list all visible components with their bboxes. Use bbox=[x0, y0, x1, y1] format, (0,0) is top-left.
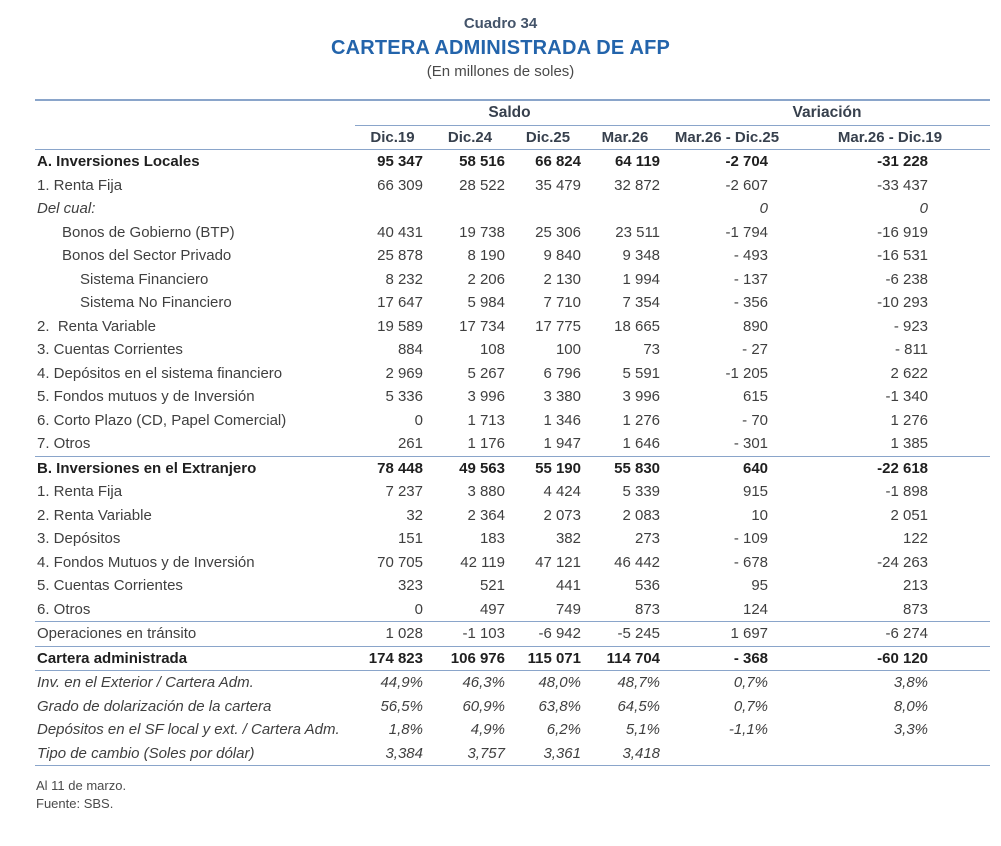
cell-value: 35 479 bbox=[535, 176, 581, 194]
cell-value: 3 880 bbox=[467, 483, 505, 501]
cell-value: 0 bbox=[759, 200, 769, 218]
table-row bbox=[35, 527, 990, 551]
cell-value: - 27 bbox=[742, 341, 769, 359]
column-header-var-mar26-dic25: Mar.26 - Dic.25 bbox=[664, 126, 790, 150]
cell-value: 7 710 bbox=[543, 294, 581, 312]
table-row bbox=[35, 622, 990, 647]
table-row bbox=[35, 671, 990, 695]
cell-value: 1 713 bbox=[467, 411, 505, 429]
row-label: Grado de dolarización de la cartera bbox=[37, 697, 272, 715]
cell-value: -1 898 bbox=[885, 483, 929, 501]
cell-value bbox=[510, 197, 586, 221]
cell-value: 3,361 bbox=[510, 742, 586, 766]
cell-value: -16 919 bbox=[877, 223, 929, 241]
cell-value: 8 232 bbox=[385, 270, 423, 288]
cell-value: 95 347 bbox=[377, 153, 423, 171]
row-label: 2. Renta Variable bbox=[37, 317, 156, 335]
empty-corner-cell bbox=[35, 100, 355, 126]
cell-value: -6 238 bbox=[885, 270, 929, 288]
cell-value: 1 176 bbox=[467, 435, 505, 453]
footnote-date: Al 11 de marzo. bbox=[36, 778, 127, 793]
cell-value: -10 293 bbox=[877, 294, 929, 312]
cell-value: 64,5% bbox=[617, 697, 661, 715]
table-row bbox=[35, 598, 990, 622]
cell-value: 1 346 bbox=[543, 411, 581, 429]
table-row bbox=[35, 432, 990, 456]
cell-value: 115 071 bbox=[510, 646, 586, 671]
cell-value: 48,0% bbox=[538, 674, 581, 692]
table-row bbox=[35, 504, 990, 528]
cell-value: 44,9% bbox=[380, 674, 423, 692]
cell-value: 2 073 bbox=[543, 506, 581, 524]
column-header-row bbox=[35, 126, 990, 150]
cell-value: -6 274 bbox=[790, 622, 990, 647]
cell-value: 9 348 bbox=[622, 247, 661, 265]
cell-value: 10 bbox=[751, 506, 769, 524]
cell-value: 1 697 bbox=[664, 622, 790, 647]
cell-value: -33 437 bbox=[877, 176, 929, 194]
cell-value: 95 bbox=[751, 577, 769, 595]
cell-value: 2 622 bbox=[890, 364, 929, 382]
cell-value: -24 263 bbox=[877, 553, 929, 571]
column-header-dic24: Dic.24 bbox=[430, 126, 510, 150]
cell-value: -6 942 bbox=[510, 622, 586, 647]
cell-value: 5 267 bbox=[467, 364, 505, 382]
row-label: Inv. en el Exterior / Cartera Adm. bbox=[37, 674, 254, 692]
cell-value: 106 976 bbox=[430, 646, 510, 671]
cell-value bbox=[664, 742, 790, 766]
cell-value: -1 205 bbox=[725, 364, 769, 382]
cell-value: -16 531 bbox=[877, 247, 929, 265]
cell-value: 884 bbox=[397, 341, 423, 359]
cell-value: 66 309 bbox=[377, 176, 423, 194]
cell-value: 3 996 bbox=[622, 388, 661, 406]
cell-value bbox=[790, 742, 990, 766]
cell-value: 32 872 bbox=[614, 176, 661, 194]
row-label: B. Inversiones en el Extranjero bbox=[35, 456, 355, 480]
cell-value: 25 306 bbox=[535, 223, 581, 241]
cell-value: 23 511 bbox=[615, 223, 661, 241]
cell-value bbox=[586, 197, 664, 221]
table-row bbox=[35, 174, 990, 198]
cell-value: 3 380 bbox=[543, 388, 581, 406]
cell-value: 47 121 bbox=[535, 553, 581, 571]
column-header-mar26: Mar.26 bbox=[586, 126, 664, 150]
cell-value: - 301 bbox=[733, 435, 769, 453]
cell-value: -31 228 bbox=[877, 153, 929, 171]
cell-value: 2 364 bbox=[467, 506, 505, 524]
cell-value: 28 522 bbox=[459, 176, 505, 194]
table-row bbox=[35, 551, 990, 575]
cell-value: 55 190 bbox=[510, 456, 586, 480]
cell-value: 3,3% bbox=[893, 721, 929, 739]
cell-value: 213 bbox=[902, 577, 929, 595]
row-label: Tipo de cambio (Soles por dólar) bbox=[35, 742, 355, 766]
cell-value: 19 738 bbox=[459, 223, 505, 241]
cell-value: 441 bbox=[555, 577, 581, 595]
cell-value: 915 bbox=[742, 483, 769, 501]
cell-value: 46 442 bbox=[614, 553, 661, 571]
cell-value: 7 237 bbox=[385, 483, 423, 501]
cell-value: 56,5% bbox=[380, 697, 423, 715]
table-row bbox=[35, 742, 990, 766]
table-row bbox=[35, 221, 990, 245]
cell-value: -2 607 bbox=[725, 176, 769, 194]
cell-value: - 137 bbox=[733, 270, 769, 288]
cell-value: 890 bbox=[742, 317, 769, 335]
cell-value: 615 bbox=[742, 388, 769, 406]
row-label: Sistema Financiero bbox=[80, 270, 209, 288]
cell-value: 42 119 bbox=[460, 553, 505, 571]
cell-value: 2 051 bbox=[890, 506, 929, 524]
cell-value: - 368 bbox=[664, 646, 790, 671]
afp-portfolio-table bbox=[35, 99, 990, 766]
cell-value: 536 bbox=[634, 577, 661, 595]
cell-value: 9 840 bbox=[543, 247, 581, 265]
row-label: 1. Renta Fija bbox=[37, 483, 123, 501]
cell-value: 6,2% bbox=[546, 721, 581, 739]
cell-value: 3 996 bbox=[467, 388, 505, 406]
table-row bbox=[35, 338, 990, 362]
cell-value: 0 bbox=[919, 200, 929, 218]
cell-value: 0 bbox=[414, 600, 423, 618]
cell-value: 1 994 bbox=[622, 270, 661, 288]
cell-value: 3,418 bbox=[586, 742, 664, 766]
empty-corner-cell bbox=[35, 126, 355, 150]
cell-value: 70 705 bbox=[377, 553, 423, 571]
cell-value: 64 119 bbox=[614, 153, 661, 171]
row-label: A. Inversiones Locales bbox=[37, 153, 200, 171]
cell-value: 1 947 bbox=[543, 435, 581, 453]
table-row bbox=[35, 480, 990, 504]
cell-value: 5,1% bbox=[625, 721, 661, 739]
row-label: Bonos del Sector Privado bbox=[62, 247, 232, 265]
cell-value: - 678 bbox=[733, 553, 769, 571]
cell-value: 114 704 bbox=[586, 646, 664, 671]
cell-value: 8,0% bbox=[893, 697, 929, 715]
cell-value: 183 bbox=[479, 530, 505, 548]
cell-value: 48,7% bbox=[617, 674, 661, 692]
cell-value: - 70 bbox=[742, 411, 769, 429]
cell-value: 749 bbox=[555, 600, 581, 618]
column-group-variacion: Variación bbox=[664, 100, 990, 126]
cell-value: 1 276 bbox=[622, 411, 661, 429]
cell-value: 521 bbox=[479, 577, 505, 595]
table-row bbox=[35, 244, 990, 268]
cell-value: 5 591 bbox=[622, 364, 661, 382]
row-label: Del cual: bbox=[37, 200, 96, 218]
cell-value: -1,1% bbox=[728, 721, 769, 739]
cell-value: 4 424 bbox=[543, 483, 581, 501]
table-row bbox=[35, 197, 990, 221]
table-row bbox=[35, 291, 990, 315]
cell-value: 19 589 bbox=[377, 317, 423, 335]
table-row bbox=[35, 409, 990, 433]
cell-value: -22 618 bbox=[790, 456, 990, 480]
cell-value bbox=[430, 197, 510, 221]
cell-value: 5 984 bbox=[467, 294, 505, 312]
row-label: Operaciones en tránsito bbox=[35, 622, 355, 647]
cell-value: 46,3% bbox=[462, 674, 505, 692]
cell-value: - 493 bbox=[733, 247, 769, 265]
cell-value: 151 bbox=[397, 530, 423, 548]
cell-value: 273 bbox=[634, 530, 661, 548]
cell-value: -1 340 bbox=[885, 388, 929, 406]
column-group-header-row bbox=[35, 100, 990, 126]
table-row bbox=[35, 385, 990, 409]
table-number: Cuadro 34 bbox=[463, 15, 538, 32]
cell-value: 0,7% bbox=[733, 697, 769, 715]
cell-value: 78 448 bbox=[355, 456, 430, 480]
table-row bbox=[35, 362, 990, 386]
cell-value: 108 bbox=[479, 341, 505, 359]
row-label: 3. Depósitos bbox=[37, 530, 121, 548]
cell-value: 25 878 bbox=[377, 247, 423, 265]
row-label: 5. Cuentas Corrientes bbox=[37, 577, 183, 595]
row-label: 2. Renta Variable bbox=[37, 506, 152, 524]
table-row bbox=[35, 456, 990, 480]
cell-value: 32 bbox=[406, 506, 423, 524]
table-row bbox=[35, 150, 990, 174]
cell-value: 1 028 bbox=[355, 622, 430, 647]
cell-value: 18 665 bbox=[614, 317, 661, 335]
column-header-var-mar26-dic19: Mar.26 - Dic.19 bbox=[790, 126, 990, 150]
row-label: 3. Cuentas Corrientes bbox=[37, 341, 183, 359]
cell-value: 1 276 bbox=[890, 411, 929, 429]
cell-value: 55 830 bbox=[586, 456, 664, 480]
cell-value: 873 bbox=[902, 600, 929, 618]
page-title: CARTERA ADMINISTRADA DE AFP bbox=[330, 37, 671, 59]
cell-value: 100 bbox=[555, 341, 581, 359]
row-label: 1. Renta Fija bbox=[37, 176, 123, 194]
cell-value: -2 704 bbox=[725, 153, 769, 171]
cell-value: 6 796 bbox=[543, 364, 581, 382]
table-row bbox=[35, 646, 990, 671]
cell-value: 63,8% bbox=[538, 697, 581, 715]
cell-value: 497 bbox=[479, 600, 505, 618]
cell-value: 58 516 bbox=[459, 153, 505, 171]
cell-value: 17 647 bbox=[377, 294, 423, 312]
row-label: 5. Fondos mutuos y de Inversión bbox=[37, 388, 255, 406]
cell-value: 1 385 bbox=[890, 435, 929, 453]
cell-value: 3,8% bbox=[893, 674, 929, 692]
cell-value: 2 083 bbox=[622, 506, 661, 524]
cell-value: 17 734 bbox=[459, 317, 505, 335]
cell-value: 3,757 bbox=[430, 742, 510, 766]
cell-value: -1 794 bbox=[725, 223, 769, 241]
row-label: 7. Otros bbox=[37, 435, 91, 453]
column-header-dic19: Dic.19 bbox=[355, 126, 430, 150]
table-row bbox=[35, 718, 990, 742]
cell-value: 8 190 bbox=[467, 247, 505, 265]
cell-value: 323 bbox=[397, 577, 423, 595]
table-row bbox=[35, 268, 990, 292]
cell-value: 73 bbox=[643, 341, 661, 359]
column-group-saldo: Saldo bbox=[355, 100, 664, 126]
table-row bbox=[35, 695, 990, 719]
title-block bbox=[0, 0, 1001, 82]
cell-value: 382 bbox=[555, 530, 581, 548]
cell-value: 2 206 bbox=[467, 270, 505, 288]
cell-value: - 923 bbox=[893, 317, 929, 335]
cell-value: 0 bbox=[414, 411, 423, 429]
row-label: Cartera administrada bbox=[35, 646, 355, 671]
cell-value: 4,9% bbox=[470, 721, 505, 739]
cell-value: 17 775 bbox=[535, 317, 581, 335]
cell-value: 2 969 bbox=[385, 364, 423, 382]
cell-value: 124 bbox=[742, 600, 769, 618]
footnotes bbox=[36, 777, 1001, 813]
row-label: 6. Otros bbox=[37, 600, 91, 618]
cell-value: 640 bbox=[664, 456, 790, 480]
table-row bbox=[35, 574, 990, 598]
cell-value: 49 563 bbox=[430, 456, 510, 480]
cell-value: - 356 bbox=[733, 294, 769, 312]
cell-value: 3,384 bbox=[355, 742, 430, 766]
cell-value: 60,9% bbox=[462, 697, 505, 715]
cell-value: 40 431 bbox=[377, 223, 423, 241]
cell-value: 261 bbox=[397, 435, 423, 453]
cell-value: 66 824 bbox=[535, 153, 581, 171]
row-label: 4. Fondos Mutuos y de Inversión bbox=[37, 553, 255, 571]
cell-value: - 109 bbox=[733, 530, 769, 548]
table-row bbox=[35, 315, 990, 339]
cell-value: 2 130 bbox=[543, 270, 581, 288]
cell-value: 1 646 bbox=[622, 435, 661, 453]
cell-value: 7 354 bbox=[622, 294, 661, 312]
cell-value: 174 823 bbox=[355, 646, 430, 671]
cell-value: 5 336 bbox=[385, 388, 423, 406]
footnote-source: Fuente: SBS. bbox=[36, 796, 114, 811]
cell-value: 873 bbox=[634, 600, 661, 618]
cell-value: - 811 bbox=[894, 341, 929, 359]
cell-value: 0,7% bbox=[733, 674, 769, 692]
cell-value: 5 339 bbox=[622, 483, 661, 501]
cell-value: -5 245 bbox=[586, 622, 664, 647]
cell-value: -60 120 bbox=[790, 646, 990, 671]
row-label: 6. Corto Plazo (CD, Papel Comercial) bbox=[37, 411, 287, 429]
cell-value: 122 bbox=[902, 530, 929, 548]
row-label: Sistema No Financiero bbox=[80, 294, 232, 312]
column-header-dic25: Dic.25 bbox=[510, 126, 586, 150]
row-label: Depósitos en el SF local y ext. / Cartera Adm. bbox=[37, 721, 340, 739]
cell-value: 1,8% bbox=[388, 721, 423, 739]
cell-value bbox=[355, 197, 430, 221]
cell-value: -1 103 bbox=[430, 622, 510, 647]
row-label: 4. Depósitos en el sistema financiero bbox=[37, 364, 283, 382]
page-subtitle: (En millones de soles) bbox=[426, 63, 575, 80]
row-label: Bonos de Gobierno (BTP) bbox=[62, 223, 235, 241]
